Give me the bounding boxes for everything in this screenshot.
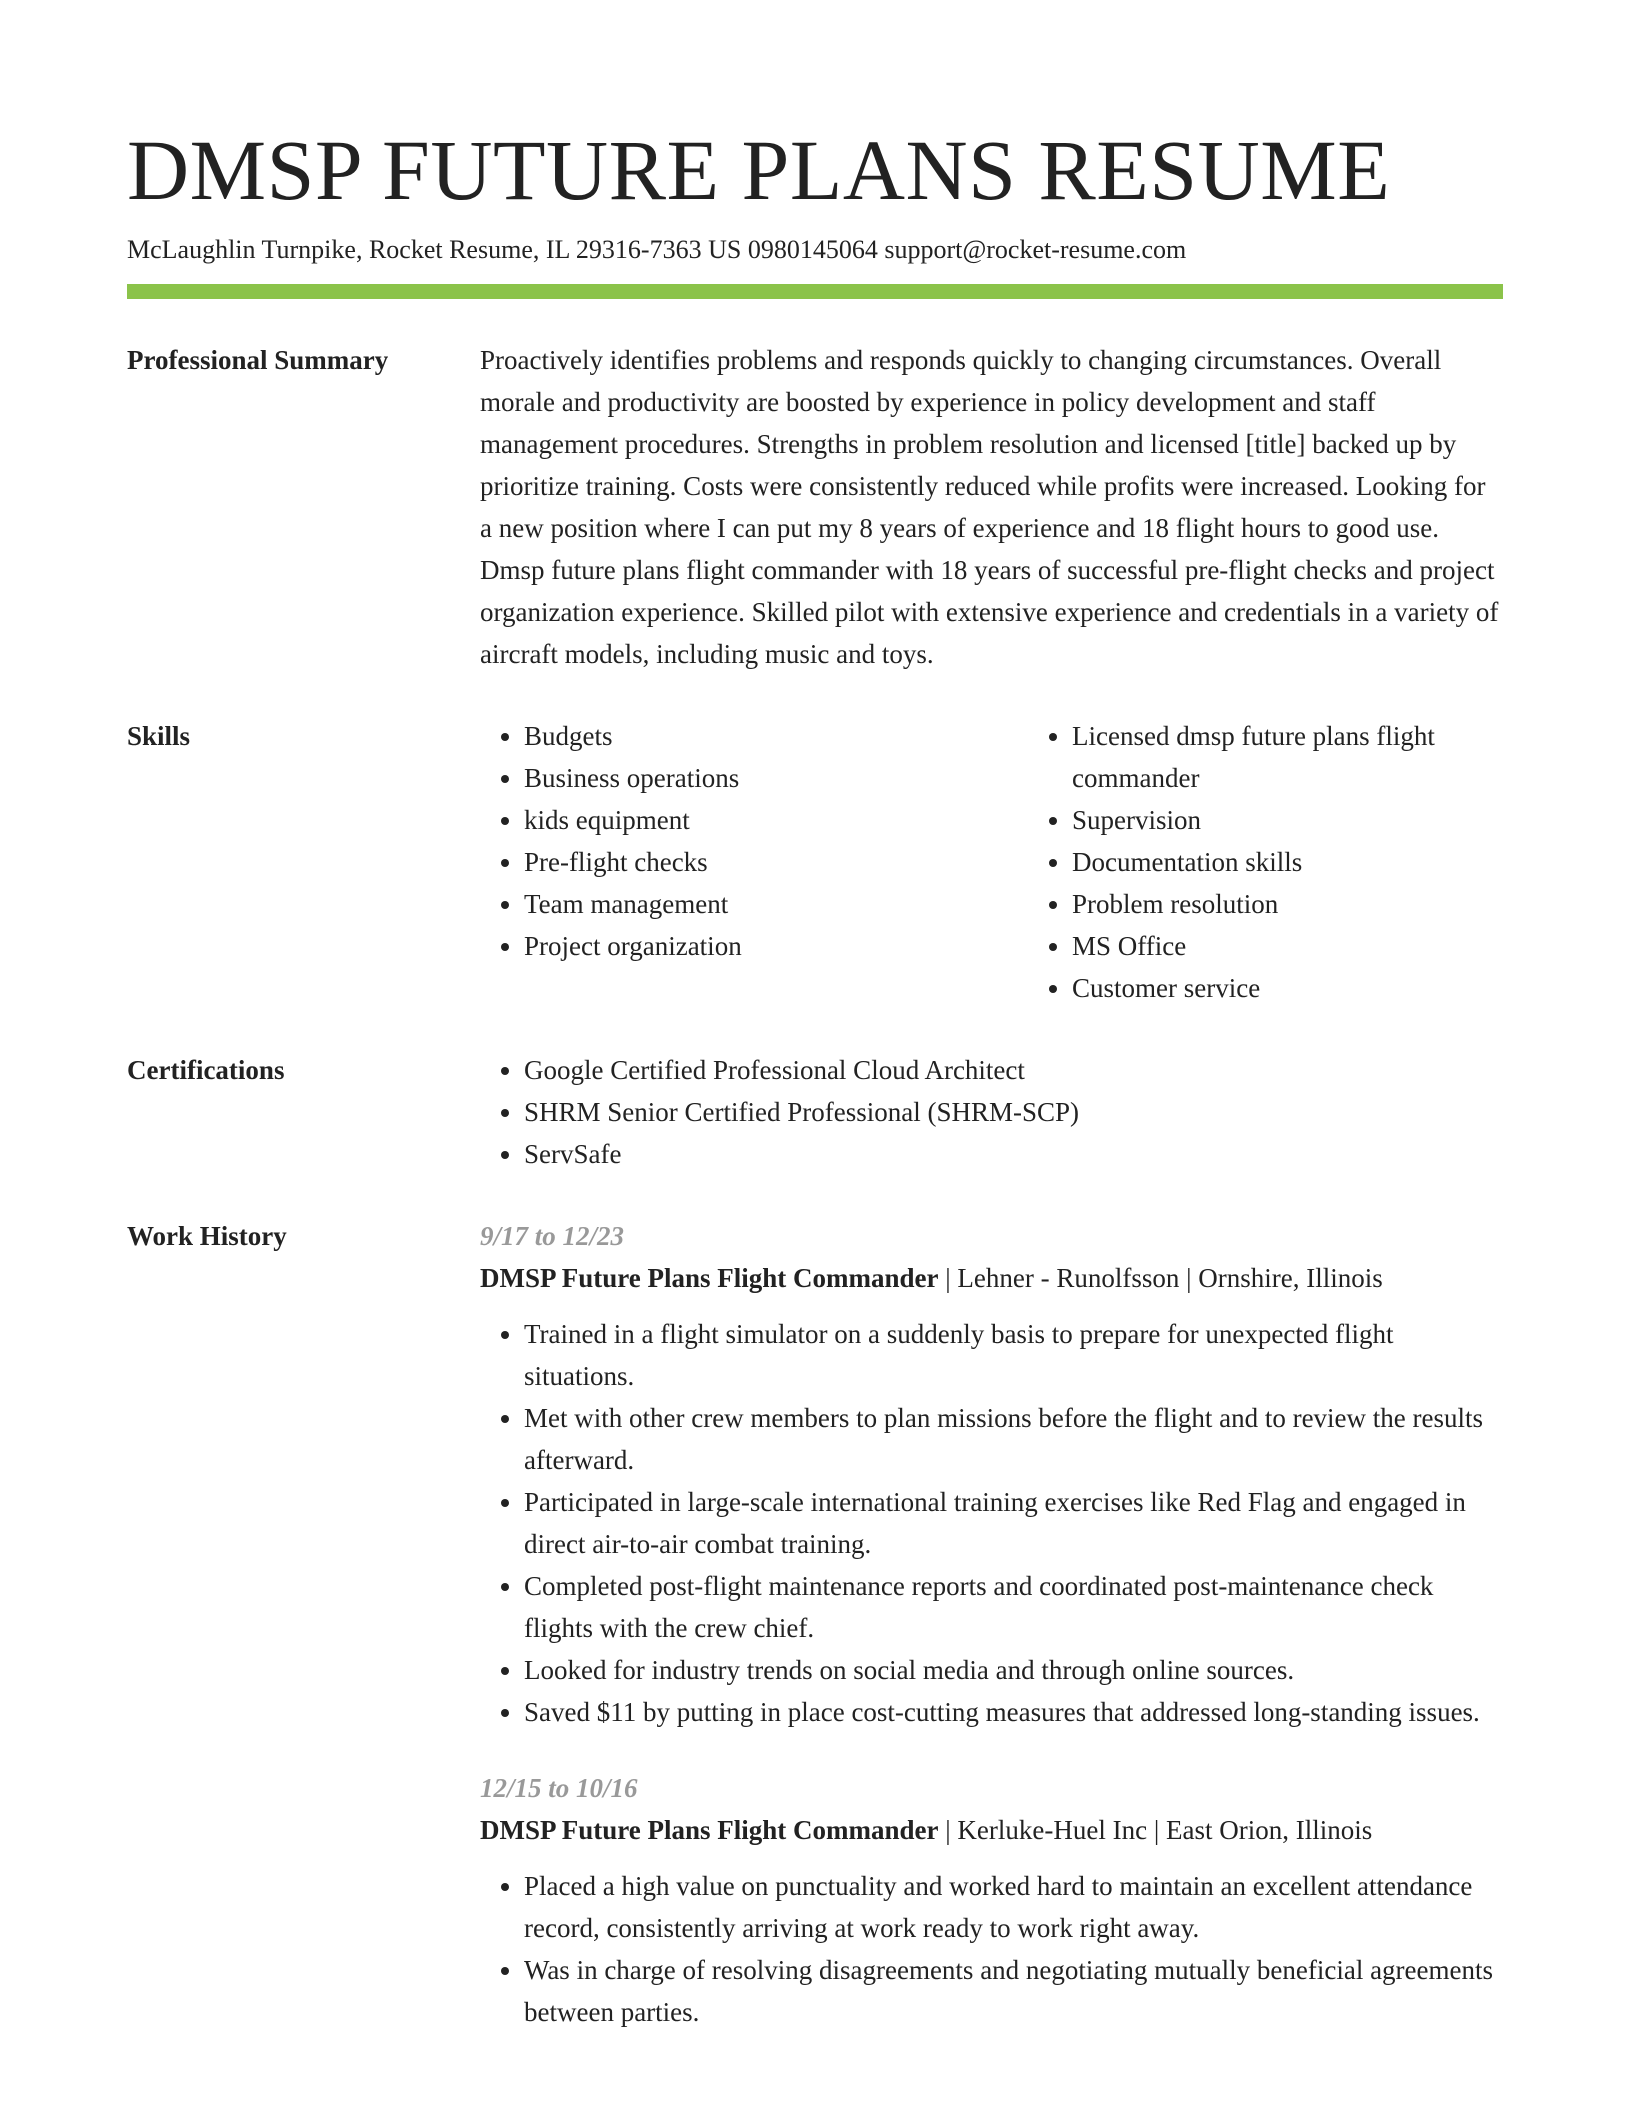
skill-item: • Customer service	[1072, 967, 1503, 1009]
job-dates: 9/17 to 12/23	[480, 1221, 625, 1251]
skill-item: • Pre-flight checks	[524, 841, 1028, 883]
job-bullets	[480, 1313, 1503, 1733]
job-bullet: • Met with other crew members to plan missions before the flight and to review the results afterward.	[524, 1397, 1503, 1481]
skill-item: • Business operations	[524, 757, 1028, 799]
skill-item: • Problem resolution	[1072, 883, 1503, 925]
job-bullet: • Participated in large-scale international training exercises like Red Flag and engaged in direct air-to-air combat training.	[524, 1481, 1503, 1565]
skill-item: • Budgets	[524, 715, 1028, 757]
job-entry	[480, 1215, 1503, 1733]
certification-item: • SHRM Senior Certified Professional (SHRM-SCP)	[524, 1091, 1503, 1133]
job-bullet: • Was in charge of resolving disagreements and negotiating mutually beneficial agreements between parties.	[524, 1949, 1503, 2033]
job-details: | Kerluke-Huel Inc | East Orion, Illinois	[938, 1815, 1373, 1845]
skill-item: • MS Office	[1072, 925, 1503, 967]
skill-item: • Team management	[524, 883, 1028, 925]
job-title: DMSP Future Plans Flight Commander	[480, 1815, 939, 1845]
skills-list-right	[1028, 715, 1503, 1009]
certification-item: • ServSafe	[524, 1133, 1503, 1175]
job-entry	[480, 1767, 1503, 2033]
skill-item: • Documentation skills	[1072, 841, 1503, 883]
skill-item: • Licensed dmsp future plans flight commander	[1072, 715, 1503, 799]
job-bullet: • Placed a high value on punctuality and worked hard to maintain an excellent attendance record, consistently arriving at work ready to work right away.	[524, 1865, 1503, 1949]
job-title-line	[480, 1809, 1503, 1851]
section-label-certifications: Certifications	[127, 1055, 285, 1085]
job-bullet: • Saved $11 by putting in place cost-cutting measures that addressed long-standing issues.	[524, 1691, 1503, 1733]
section-skills	[127, 715, 1503, 1009]
summary-text: Proactively identifies problems and responds quickly to changing circumstances. Overall morale and productivity are boosted by experience in policy development and staff management procedures. Strengths in problem resolution and licensed [title] backed up by prioritize training. Costs were consistently reduced while profits were increased. Looking for a new position where I can put my 8 years of experience and 18 flight hours to good use. Dmsp future plans flight commander with 18 years of successful pre-flight checks and project organization experience. Skilled pilot with extensive experience and credentials in a variety of aircraft models, including music and toys.	[480, 345, 1499, 669]
skill-item: • kids equipment	[524, 799, 1028, 841]
job-details: | Lehner - Runolfsson | Ornshire, Illinois	[938, 1263, 1383, 1293]
skill-item: • Project organization	[524, 925, 1028, 967]
section-work-history	[127, 1215, 1503, 2067]
resume-page	[127, 118, 1503, 2067]
job-dates: 12/15 to 10/16	[480, 1773, 638, 1803]
certifications-list	[480, 1049, 1503, 1175]
job-bullet: • Looked for industry trends on social media and through online sources.	[524, 1649, 1503, 1691]
job-bullet: • Trained in a flight simulator on a suddenly basis to prepare for unexpected flight situations.	[524, 1313, 1503, 1397]
skill-item: • Supervision	[1072, 799, 1503, 841]
certification-item: • Google Certified Professional Cloud Architect	[524, 1049, 1503, 1091]
skills-list-left	[480, 715, 1028, 1009]
header-divider	[127, 284, 1503, 299]
contact-line: McLaughlin Turnpike, Rocket Resume, IL 29316-7363 US 0980145064 support@rocket-resume.com	[127, 235, 1187, 264]
section-label-summary: Professional Summary	[127, 345, 389, 375]
job-bullet: • Completed post-flight maintenance reports and coordinated post-maintenance check flights with the crew chief.	[524, 1565, 1503, 1649]
job-title-line	[480, 1257, 1503, 1299]
section-professional-summary	[127, 339, 1503, 675]
job-title: DMSP Future Plans Flight Commander	[480, 1263, 939, 1293]
job-bullets	[480, 1865, 1503, 2033]
section-certifications	[127, 1049, 1503, 1175]
section-label-skills: Skills	[127, 721, 191, 751]
resume-title: DMSP FUTURE PLANS RESUME	[127, 122, 1391, 218]
section-label-work-history: Work History	[127, 1221, 287, 1251]
